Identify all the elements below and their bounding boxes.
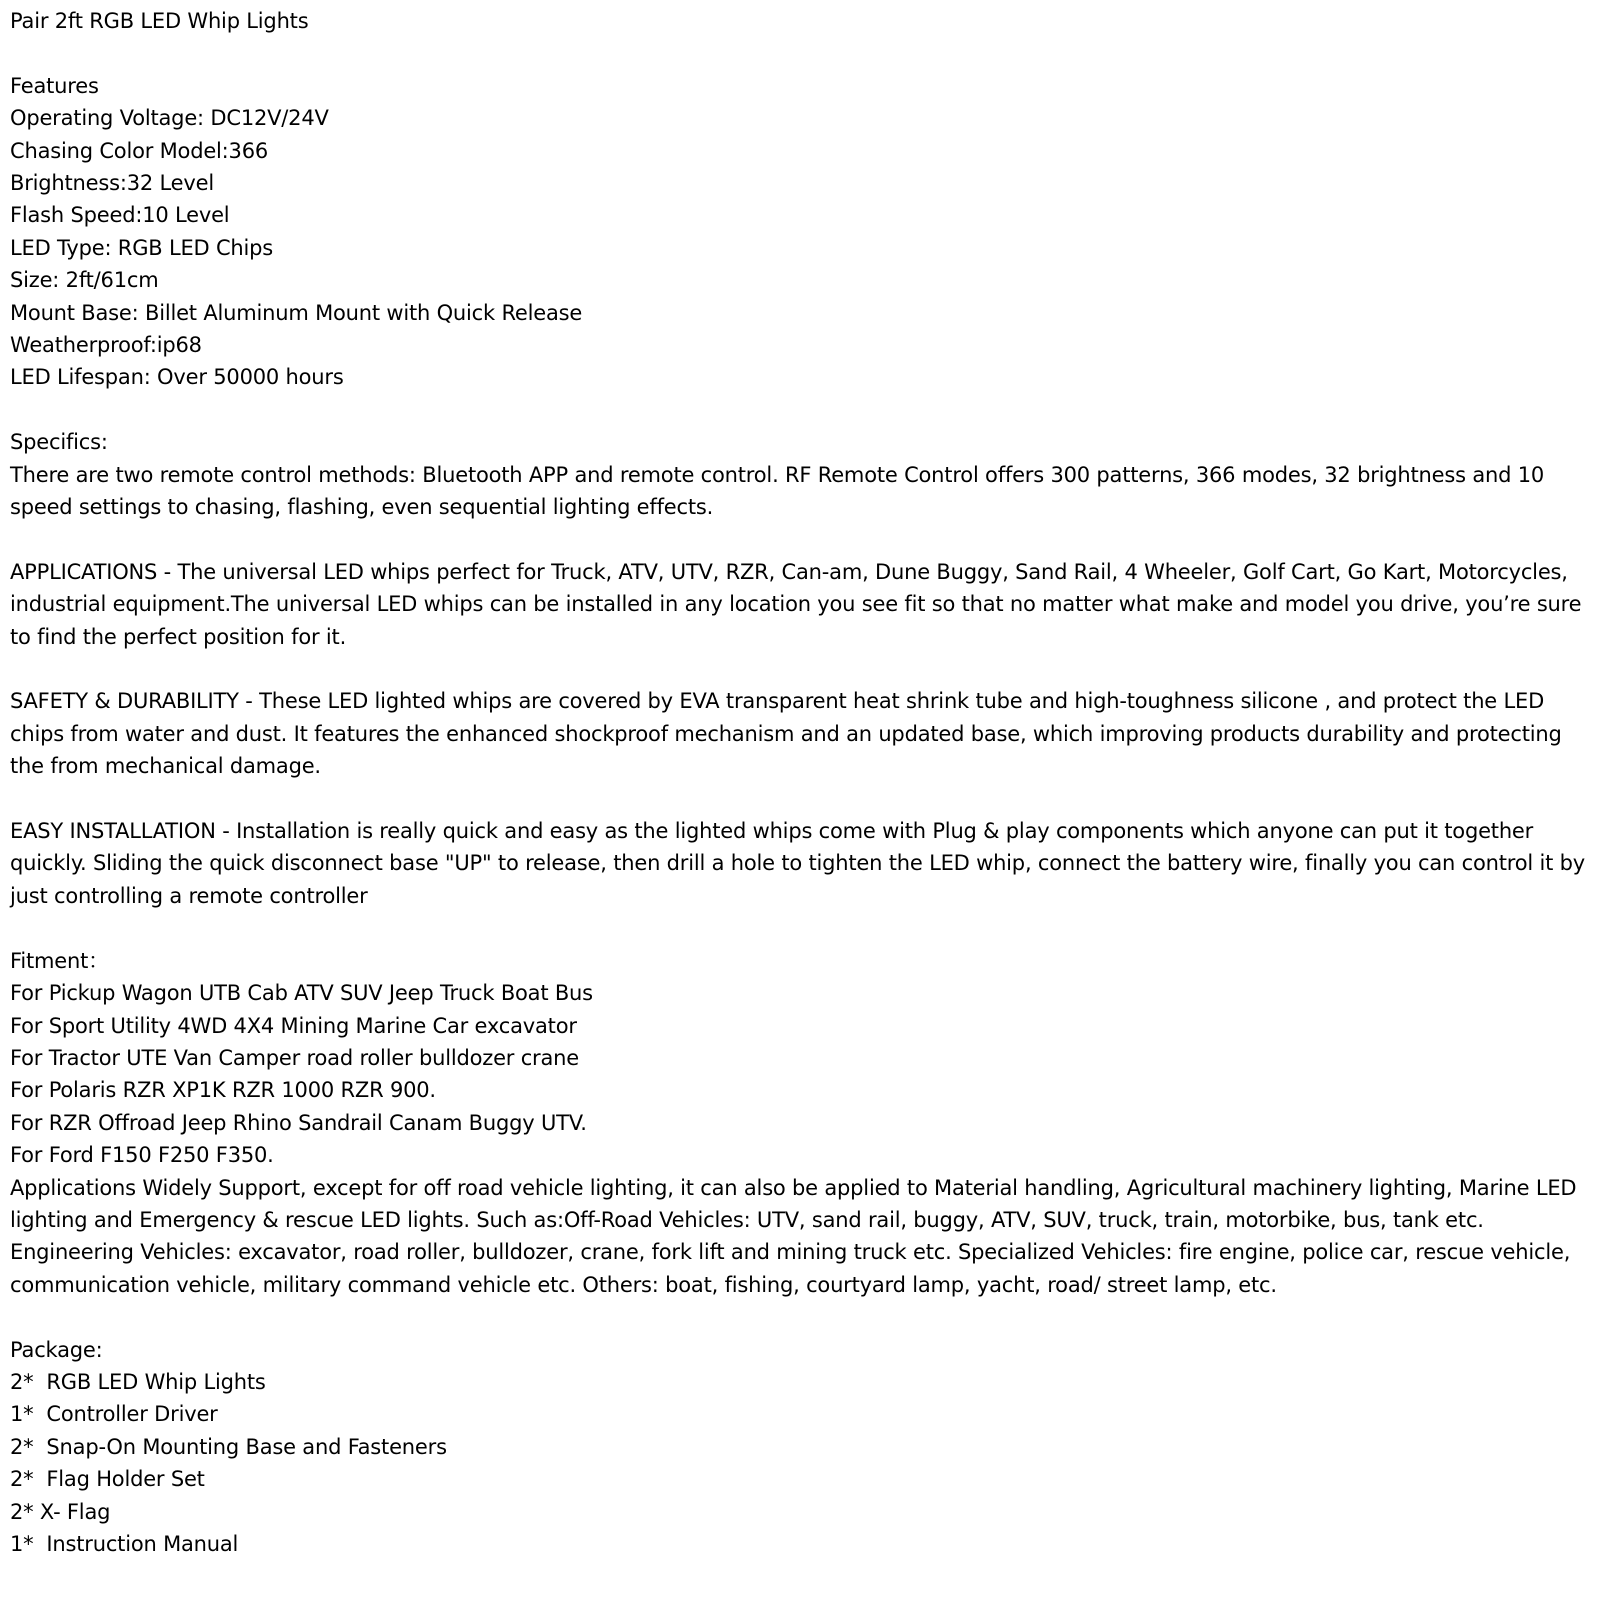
spacer: [10, 1301, 1590, 1333]
installation-paragraph: EASY INSTALLATION - Installation is really quick and easy as the lighted whips come with Plug & play components which anyone can put it together quickly. Sliding the quick disconnect base "UP" to release, then drill a hole to tighten the LED whip, connect the battery wire, finally you can control it by just controlling a remote controller: [10, 819, 1586, 908]
package-item: 2* Snap-On Mounting Base and Fasteners: [10, 1434, 447, 1459]
fitment-item: For Polaris RZR XP1K RZR 1000 RZR 900.: [10, 1078, 436, 1103]
fitment-item: For Tractor UTE Van Camper road roller bulldozer crane: [10, 1045, 579, 1070]
features-heading: Features: [10, 73, 99, 98]
spacer: [10, 523, 1590, 555]
package-item: 2* X- Flag: [10, 1499, 111, 1524]
fitment-item: For Sport Utility 4WD 4X4 Mining Marine Car excavator: [10, 1013, 577, 1038]
specifics-heading: Specifics:: [10, 430, 108, 455]
spacer: [10, 783, 1590, 815]
spacer: [10, 37, 1590, 69]
fitment-item: For RZR Offroad Jeep Rhino Sandrail Canam Buggy UTV.: [10, 1110, 587, 1135]
feature-item: Chasing Color Model:366: [10, 138, 269, 163]
package-item: 1* Instruction Manual: [10, 1531, 239, 1556]
feature-item: Weatherproof:ip68: [10, 333, 202, 358]
specifics-paragraph: There are two remote control methods: Bluetooth APP and remote control. RF Remote Control offers 300 patterns, 366 modes, 32 brightness and 10 speed settings to chasing, flashing, even sequential lighting effects.: [10, 462, 1545, 520]
feature-item: Flash Speed:10 Level: [10, 203, 230, 228]
feature-item: LED Lifespan: Over 50000 hours: [10, 365, 344, 390]
spacer: [10, 912, 1590, 944]
package-item: 2* Flag Holder Set: [10, 1467, 205, 1492]
applications-paragraph: APPLICATIONS - The universal LED whips perfect for Truck, ATV, UTV, RZR, Can-am, Dune Buggy, Sand Rail, 4 Wheeler, Golf Cart, Go Kart, Motorcycles, industrial equipment.The universal LED whips can be installed in any location you see fit so that no matter what make and model you drive, you’re sure to find the perfect position for it.: [10, 559, 1582, 649]
package-item: 1* Controller Driver: [10, 1402, 218, 1427]
fitment-item: For Pickup Wagon UTB Cab ATV SUV Jeep Truck Boat Bus: [10, 981, 593, 1006]
package-heading: Package:: [10, 1337, 103, 1362]
feature-item: Operating Voltage: DC12V/24V: [10, 106, 329, 131]
fitment-item: For Ford F150 F250 F350.: [10, 1143, 274, 1168]
package-item: 2* RGB LED Whip Lights: [10, 1369, 266, 1394]
fitment-paragraph: Applications Widely Support, except for off road vehicle lighting, it can also be applied to Material handling, Agricultural machinery lighting, Marine LED lighting and Emergency & rescue LED lights. Such as:Off-Road Vehicles: UTV, sand rail, buggy, ATV, SUV, truck, train, motorbike, bus, tank etc. Engineering Vehicles: excavator, road roller, bulldozer, crane, fork lift and mining truck etc. Specialized Vehicles: fire engine, police car, rescue vehicle, communication vehicle, military command vehicle etc. Others: boat, fishing, courtyard lamp, yacht, road/ street lamp, etc.: [10, 1175, 1577, 1297]
spacer: [10, 394, 1590, 426]
product-description: [10, 5, 1590, 1560]
fitment-heading: Fitment：: [10, 948, 109, 973]
feature-item: LED Type: RGB LED Chips: [10, 235, 274, 260]
feature-item: Mount Base: Billet Aluminum Mount with Quick Release: [10, 300, 583, 325]
spacer: [10, 653, 1590, 685]
safety-paragraph: SAFETY & DURABILITY - These LED lighted whips are covered by EVA transparent heat shrink tube and high-toughness silicone , and protect the LED chips from water and dust. It features the enhanced shockproof mechanism and an updated base, which improving products durability and protecting the from mechanical damage.: [10, 689, 1562, 779]
product-title: Pair 2ft RGB LED Whip Lights: [10, 9, 309, 33]
feature-item: Brightness:32 Level: [10, 171, 214, 196]
feature-item: Size: 2ft/61cm: [10, 268, 159, 293]
